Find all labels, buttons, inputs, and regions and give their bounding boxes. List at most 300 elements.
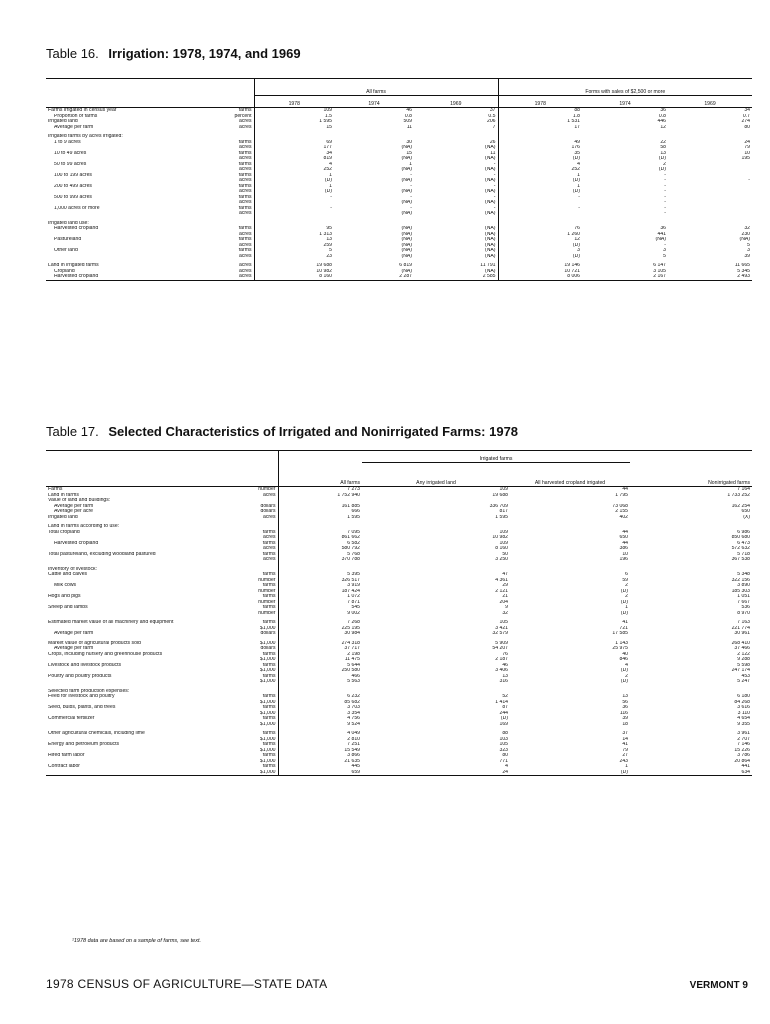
row-unit: number [258, 610, 276, 616]
table-cell: 446 [657, 119, 666, 124]
row-label [46, 274, 254, 280]
table-cell: 1 [625, 764, 628, 769]
table-cell: 22 [660, 139, 666, 145]
table-row [46, 770, 752, 776]
table-cell: 30 984 [344, 631, 360, 636]
table-cell: 87 [502, 705, 508, 710]
table-cell: 1 733 252 [727, 492, 750, 498]
row-label-text: Estimated market value of all machinery and equipment [48, 620, 174, 625]
row-unit: acres [239, 263, 252, 268]
table-cell: - [664, 178, 666, 183]
table-cell: 466 [351, 673, 360, 679]
table-cell: 336 709 [489, 503, 508, 509]
table-cell: 1 414 [495, 699, 508, 705]
table-cell: 2 585 [414, 274, 498, 280]
table-cell: 3 250 [495, 557, 508, 562]
row-unit: acres [239, 167, 252, 172]
row-unit: $1,000 [259, 736, 276, 742]
table-cell: 6 582 [347, 540, 360, 546]
table-cell: 58 [660, 145, 666, 150]
table-cell: 79 [744, 145, 750, 150]
row-label-text: Total pastureland, excluding woodland pastured [48, 551, 156, 557]
table-cell: 26 [489, 139, 496, 145]
table-cell: (D) [498, 189, 582, 195]
table-cell: 3 354 [347, 710, 360, 716]
row-label-text: Harvested cropland [54, 540, 99, 546]
row-label-text: Proportion of farms [54, 113, 98, 119]
table-cell: 819 [323, 156, 332, 161]
table17-col-any: Any irrigated land [362, 463, 510, 487]
table-cell: 1.5 [324, 113, 332, 119]
table-cell: 6 147 [653, 263, 666, 268]
table-cell: (NA) [401, 189, 412, 194]
table-cell: - [664, 194, 666, 200]
table-cell: 9 288 [737, 657, 750, 662]
row-label-text: Farms [48, 486, 63, 492]
table-cell: (D) [658, 167, 666, 172]
table-cell: 46 [502, 662, 508, 668]
table-cell: 316 [499, 679, 508, 684]
table-cell: 25 975 [612, 646, 628, 651]
table-cell: 13 [622, 694, 628, 699]
row-unit: farms [262, 529, 276, 535]
row-unit: acres [263, 492, 276, 498]
row-label-text: 1 to 9 acres [54, 139, 81, 145]
table-cell: 30 [406, 139, 412, 145]
row-unit: farms [262, 716, 276, 721]
table-cell: 7 [492, 124, 496, 130]
table-cell: 80 [502, 753, 508, 758]
row-unit: farms [238, 161, 252, 167]
table-cell: 4 [625, 662, 628, 668]
table-cell: 177 [323, 145, 332, 150]
row-unit: farms [262, 583, 276, 588]
table-cell: 19 688 [492, 492, 508, 498]
table-cell: 771 [499, 758, 508, 764]
table-cell: 2 122 [737, 651, 750, 657]
table-cell: 47 [502, 572, 508, 577]
row-unit: acres [239, 145, 252, 150]
table-cell: 5 [663, 253, 666, 259]
table-cell: 17 585 [612, 631, 628, 636]
row-label-text: Irrigated land [48, 514, 78, 520]
table-cell: 252 [498, 167, 582, 173]
table-cell: 1 595 [319, 119, 332, 124]
table17-title [46, 424, 518, 439]
table-cell: 76 [502, 651, 508, 657]
table-cell: - [664, 242, 666, 248]
table-cell: (NA) [401, 211, 412, 216]
table-cell: 23 [326, 253, 332, 259]
row-unit: percent [234, 113, 252, 119]
table-cell: 402 [619, 514, 628, 520]
table-cell: - [330, 205, 332, 211]
table-cell: 204 [499, 599, 508, 605]
table-cell: (NA) [485, 145, 496, 150]
table-cell: 24 [362, 770, 510, 776]
table-cell: 4 [498, 162, 582, 168]
table-cell: (NA) [401, 178, 412, 183]
table-cell: 161 885 [341, 503, 360, 509]
row-unit: acres [263, 546, 276, 551]
table-cell: 162 254 [731, 503, 750, 509]
table-cell: 3 616 [737, 705, 750, 710]
table-cell: 36 [622, 705, 628, 710]
table-cell: - [410, 205, 412, 211]
table-cell: 9 355 [737, 721, 750, 727]
table-cell: - [493, 161, 496, 167]
row-label-text: Other agricultural chemicals, including lime [48, 731, 145, 736]
table-cell: 88 [502, 731, 508, 736]
table-cell: 19 688 [316, 263, 332, 268]
table16-year: 1974 [582, 96, 668, 108]
table-cell: (NA) [485, 226, 496, 231]
table16-year: 1978 [254, 96, 334, 108]
table-cell: 196 [619, 557, 628, 562]
table-cell: 21 [502, 594, 508, 599]
table-cell: 11 791 [480, 263, 496, 268]
table-cell: - [493, 183, 496, 189]
table-cell: 8 970 [737, 610, 750, 616]
row-unit: acres [239, 119, 252, 124]
row-label-text: Other land [54, 248, 78, 253]
table-cell: 3 919 [347, 583, 360, 588]
table-cell: 1 [625, 605, 628, 610]
table-cell: 109 [499, 540, 508, 546]
table-cell: 5 348 [737, 572, 750, 577]
row-label-text: 50 to 99 acres [54, 161, 87, 167]
table-cell: 1 260 [498, 232, 582, 238]
table-cell: 195 [741, 156, 750, 161]
table-cell: 666 [351, 509, 360, 514]
row-label-text: Irrigated land [48, 119, 78, 124]
table-cell: 15 [326, 124, 332, 130]
table-cell: - [498, 195, 582, 201]
row-unit: farms [238, 172, 252, 178]
table-cell: 19 146 [498, 263, 582, 269]
row-unit: farms [262, 705, 276, 710]
table-cell: 3 [747, 248, 750, 253]
row-unit: number [258, 486, 276, 492]
table-cell: - [664, 200, 666, 205]
table-cell: 2 707 [737, 736, 750, 742]
table-cell: 1 [498, 173, 582, 179]
table-cell: 10 982 [492, 535, 508, 540]
table-cell: 187 424 [341, 588, 360, 594]
row-label-text: Selected farm production expenses: [48, 688, 130, 694]
table-cell: 2 155 [615, 509, 628, 514]
table-cell: (NA) [485, 156, 496, 161]
table-cell: (D) [498, 243, 582, 249]
table-cell: - [664, 211, 666, 216]
table17-col-allharv: All harvested cropland irrigated [510, 463, 630, 487]
table16-title-text: Irrigation: 1978, 1974, and 1969 [108, 46, 301, 61]
table-cell: (NA) [485, 253, 496, 259]
table-cell: 37 [489, 107, 496, 113]
table-cell: (D) [498, 254, 582, 260]
row-unit: acres [263, 514, 276, 520]
table-cell: 6 473 [737, 540, 750, 546]
row-unit: acres [239, 189, 252, 194]
table-cell: 1 752 940 [337, 492, 360, 498]
table-cell: 109 [499, 486, 508, 492]
table-cell: 0.7 [742, 113, 750, 119]
table-cell: 1 051 [737, 594, 750, 599]
row-unit: farms [238, 248, 252, 253]
table-cell: 169 [499, 721, 508, 727]
row-label-text: 500 to 999 acres [54, 194, 92, 200]
table-cell: 244 [499, 710, 508, 716]
table-cell: 8 160 [495, 546, 508, 551]
table-cell: 268 410 [731, 640, 750, 646]
table-cell: - [498, 206, 582, 212]
row-unit: acres [239, 211, 252, 216]
row-unit: farms [238, 205, 252, 211]
table-cell: (X) [743, 514, 750, 520]
table-cell: 9 [505, 605, 508, 610]
table-cell: 580 792 [341, 546, 360, 551]
table-cell: 1 [498, 184, 582, 190]
table-cell: (D) [620, 599, 628, 605]
table-cell: 7 667 [737, 599, 750, 605]
row-unit: number [258, 599, 276, 605]
table-cell: 5 [329, 248, 332, 253]
table-cell: 1 [329, 183, 332, 189]
table-cell: 386 [619, 546, 628, 551]
row-unit: farms [262, 551, 276, 557]
table-cell: (D) [324, 189, 332, 194]
row-label-text: Average per farm [54, 646, 94, 651]
table-cell: 5 598 [737, 662, 750, 668]
table-cell: - [493, 194, 496, 200]
row-unit: dollars [260, 646, 276, 651]
row-unit: acres [239, 178, 252, 183]
table-cell: 846 [619, 657, 628, 662]
row-unit: $1,000 [259, 679, 276, 684]
table-cell: 250 580 [341, 668, 360, 673]
row-label-text: Milk cows [54, 583, 77, 588]
table-cell: 5 [747, 242, 750, 248]
table-cell: - [664, 189, 666, 194]
page-footer-title: 1978 CENSUS OF AGRICULTURE—STATE DATA [46, 977, 328, 991]
table-cell: (NA) [401, 200, 412, 205]
table-cell: 105 [499, 620, 508, 625]
table-cell: 27 [622, 753, 628, 758]
table-cell: 323 [499, 747, 508, 753]
table16-year: 1978 [498, 96, 582, 108]
table-cell: (NA) [401, 226, 412, 231]
table-cell: (D) [510, 770, 630, 776]
table-cell: 3 406 [495, 668, 508, 673]
table-cell: 3 110 [737, 710, 750, 716]
table-cell: 37 717 [344, 646, 360, 651]
table-cell: 861 662 [341, 535, 360, 540]
table-cell: 10 [744, 150, 750, 156]
table-cell: - [410, 183, 412, 189]
table-cell: - [664, 183, 666, 189]
table-cell: 6 180 [737, 694, 750, 699]
table-cell: (D) [500, 716, 508, 721]
row-label-text: 200 to 499 acres [54, 183, 92, 189]
table17-col-non: Nonirrigated farms [630, 463, 752, 487]
table-cell: 6 986 [737, 529, 750, 535]
row-label-text: Average per farm [54, 124, 94, 130]
table-cell: (NA) [401, 231, 412, 237]
table-cell: (NA) [485, 242, 496, 248]
table-cell: 5 395 [347, 572, 360, 577]
table-cell: 37 [622, 731, 628, 736]
table-cell: 32 579 [492, 631, 508, 636]
row-label-text: Hogs and pigs [48, 594, 81, 599]
row-label-text: Irrigated land use: [48, 220, 89, 226]
table-cell: 0.8 [404, 113, 412, 119]
table-cell: 29 [502, 583, 508, 588]
row-unit: farms [262, 605, 276, 610]
table-cell: (D) [620, 610, 628, 616]
row-label-text: 100 to 199 acres [54, 172, 92, 178]
table-cell: 12 [660, 124, 666, 130]
table-cell: 59 [622, 577, 628, 583]
row-unit: $1,000 [259, 699, 276, 705]
row-label-text: Value of land and buildings: [48, 498, 111, 503]
table-cell: (NA) [485, 268, 496, 274]
table-cell: 5 563 [347, 679, 360, 684]
row-label-text: Energy and petroleum products [48, 742, 120, 747]
row-label-text: Harvested cropland [54, 274, 99, 279]
table-cell: 41 [622, 620, 628, 625]
row-label-text: Farms irrigated in census year [48, 107, 117, 113]
table16-year: 1969 [668, 96, 752, 108]
table-cell: 243 [619, 758, 628, 764]
table-cell: 40 [622, 651, 628, 657]
table-cell: (NA) [485, 211, 496, 216]
table-cell: 3 890 [737, 583, 750, 588]
table17-number: Table 17. [46, 424, 99, 439]
row-unit: $1,000 [259, 657, 276, 662]
table-cell: 11 [406, 124, 412, 130]
row-label [46, 770, 278, 776]
table-row [46, 274, 752, 280]
table-cell: 15 549 [344, 747, 360, 753]
table-cell: 9 524 [347, 721, 360, 727]
row-unit: $1,000 [259, 747, 276, 753]
table-cell: 18 [622, 721, 628, 727]
table-cell: 817 [499, 509, 508, 514]
table-cell: 274 [741, 119, 750, 124]
table-cell: 7 871 [347, 599, 360, 605]
row-label-text: Land in farms [48, 492, 79, 498]
row-label-text: Irrigated farms by acres irrigated: [48, 134, 123, 139]
table-cell: 4 361 [495, 577, 508, 583]
table-cell: - [410, 172, 412, 178]
table-cell: 2 810 [347, 736, 360, 742]
table-cell: (NA) [485, 237, 496, 242]
table-cell: 1 595 [347, 514, 360, 520]
table-cell: 36 [660, 226, 666, 231]
table-cell: 44 [622, 486, 628, 492]
table-cell: (NA) [485, 248, 496, 253]
table-cell: 4 654 [737, 716, 750, 721]
table-cell: 5 345 [737, 268, 750, 274]
table-cell: 15 [406, 150, 412, 156]
table-cell: (NA) [401, 253, 412, 259]
table-cell: 3 [663, 248, 666, 253]
table-cell: 650 [741, 509, 750, 514]
table-cell: 0.8 [658, 113, 666, 119]
table-cell: 88 [498, 108, 582, 114]
table-cell: (NA) [401, 167, 412, 172]
table16-group-all: All farms [254, 79, 498, 96]
row-label-text: Average per farm [54, 503, 94, 509]
row-label-text: Market value of agricultural products sold [48, 640, 141, 646]
row-label-text: Land in farms according to use: [48, 524, 120, 529]
row-label-text: Feed for livestock and poultry [48, 694, 115, 699]
table-cell: (NA) [485, 231, 496, 237]
row-unit: $1,000 [259, 640, 276, 646]
table-cell: - [664, 205, 666, 211]
table-cell: 109 [499, 529, 508, 535]
table16-number: Table 16. [46, 46, 99, 61]
table-cell: (NA) [401, 242, 412, 248]
row-unit: farms [262, 572, 276, 577]
row-unit: farms [238, 107, 252, 113]
table-cell: 6 819 [399, 263, 412, 268]
table-cell: 13 [660, 150, 666, 156]
row-unit: acres [239, 200, 252, 205]
table-cell: 20 864 [734, 758, 750, 764]
table-cell: 36 [660, 107, 666, 113]
table-cell: 34 [326, 150, 332, 156]
table-cell: 572 632 [731, 546, 750, 551]
table-cell: 105 [499, 742, 508, 747]
table-cell: (NA) [401, 248, 412, 253]
table-cell: (NA) [401, 156, 412, 161]
table-cell: 176 [498, 145, 582, 151]
table-cell: 109 [323, 107, 332, 113]
table-cell: 11 [490, 150, 496, 156]
table-cell: - [748, 178, 750, 183]
table-cell: 2 121 [495, 588, 508, 594]
table-cell: 69 [326, 139, 332, 145]
row-unit: farms [262, 594, 276, 599]
table-cell: 259 [323, 242, 332, 248]
table-cell: 85 682 [344, 699, 360, 705]
table-cell: 39 [622, 716, 628, 721]
table-cell: 6 [625, 572, 628, 577]
table-cell: 5 768 [347, 551, 360, 557]
table-cell: 322 156 [731, 577, 750, 583]
table-cell: 1.8 [498, 114, 582, 120]
table-cell: 46 [406, 107, 412, 113]
row-unit: dollars [260, 509, 276, 514]
row-label-text: Cropland [54, 268, 75, 274]
table-cell: 79 [622, 747, 628, 753]
table-cell: 15 226 [734, 747, 750, 753]
table-cell: - [493, 172, 496, 178]
table-cell: 230 [741, 231, 750, 237]
row-unit: acres [239, 268, 252, 274]
row-label-text: Crops, including nursery and greenhouse products [48, 651, 163, 657]
table-cell: (NA) [485, 189, 496, 194]
table-cell: 21 635 [344, 758, 360, 764]
table-cell: 453 [741, 673, 750, 679]
row-label-text: Poultry and poultry products [48, 673, 112, 679]
table-cell: 39 [744, 253, 750, 259]
row-unit: farms [262, 764, 276, 769]
row-unit: farms [262, 620, 276, 625]
table16-year: 1974 [334, 96, 414, 108]
row-unit: acres [239, 253, 252, 259]
